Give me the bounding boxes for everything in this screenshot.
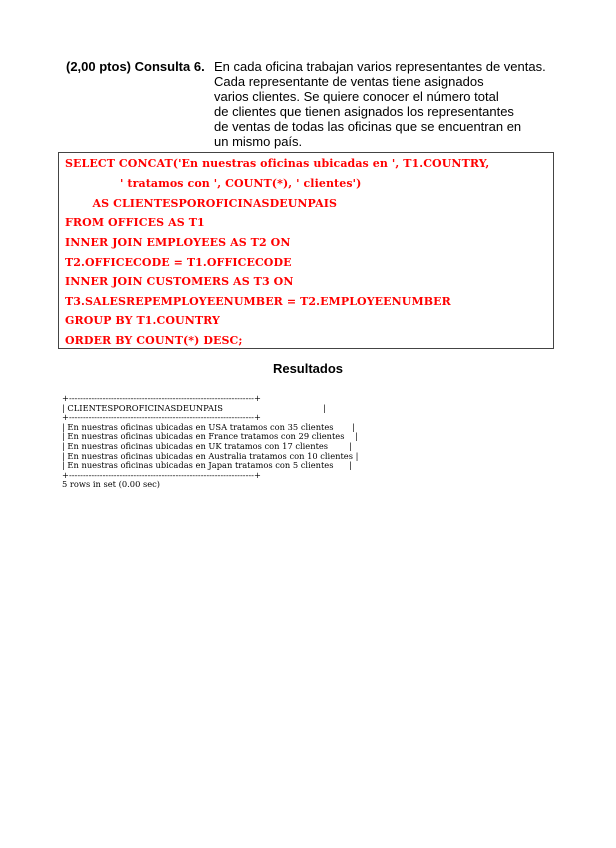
sql-query-box xyxy=(58,152,554,349)
table-row: | En nuestras oficinas ubicadas en Japan tratamos con 5 clientes | xyxy=(62,460,353,471)
description-line: de clientes que tienen asignados los representantes xyxy=(214,104,514,119)
sql-line: ORDER BY COUNT(*) DESC; xyxy=(65,334,243,347)
description-line: de ventas de todas las oficinas que se encuentran en xyxy=(214,119,522,134)
table-row: | En nuestras oficinas ubicadas en USA tratamos con 35 clientes | xyxy=(62,421,355,432)
description-line: varios clientes. Se quiere conocer el número total xyxy=(214,89,499,104)
description-line: En cada oficina trabajan varios representantes de ventas. xyxy=(214,59,546,74)
result-table xyxy=(62,394,358,490)
table-row: | En nuestras oficinas ubicadas en UK tratamos con 17 clientes | xyxy=(62,440,352,451)
table-row: | En nuestras oficinas ubicadas en Australia tratamos con 10 clientes | xyxy=(62,450,359,461)
question-label: (2,00 ptos) Consulta 6. xyxy=(66,59,205,74)
sql-line: T3.SALESREPEMPLOYEENUMBER = T2.EMPLOYEENUMBER xyxy=(65,295,451,308)
result-footer: 5 rows in set (0.00 sec) xyxy=(62,479,161,490)
sql-line: ' tratamos con ', COUNT(*), ' clientes') xyxy=(65,177,362,190)
table-header: | CLIENTESPOROFICINASDEUNPAIS | xyxy=(62,402,326,413)
table-border: +------------------------------------------------------------------+ xyxy=(62,393,261,403)
description-line: un mismo país. xyxy=(214,134,303,149)
table-border: +------------------------------------------------------------------+ xyxy=(62,412,261,423)
table-border: +------------------------------------------------------------------+ xyxy=(62,469,261,480)
sql-line: INNER JOIN EMPLOYEES AS T2 ON xyxy=(65,236,291,249)
sql-line: SELECT CONCAT('En nuestras oficinas ubicadas en ', T1.COUNTRY, xyxy=(65,157,490,170)
sql-line: INNER JOIN CUSTOMERS AS T3 ON xyxy=(65,275,294,288)
question-description xyxy=(214,59,554,149)
sql-line: T2.OFFICECODE = T1.OFFICECODE xyxy=(65,256,292,269)
description-line: Cada representante de ventas tiene asignados xyxy=(214,74,484,89)
table-row: | En nuestras oficinas ubicadas en France tratamos con 29 clientes | xyxy=(62,431,358,442)
sql-line: GROUP BY T1.COUNTRY xyxy=(65,314,220,327)
sql-line: FROM OFFICES AS T1 xyxy=(65,216,205,229)
results-title: Resultados xyxy=(272,361,344,376)
sql-line: AS CLIENTESPOROFICINASDEUNPAIS xyxy=(65,197,338,210)
